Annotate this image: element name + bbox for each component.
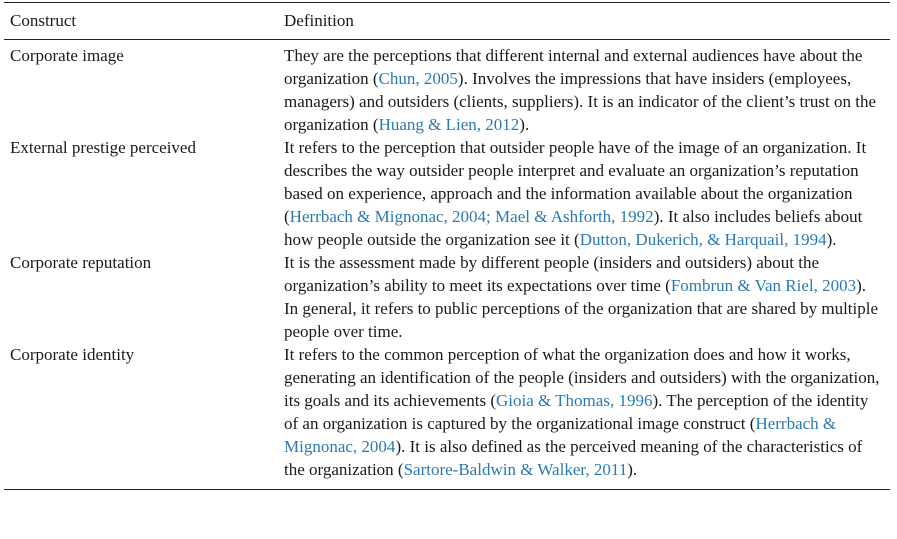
definition-segment: ). It is also defined as the perceived meaning of the characteristics of the organization (: [284, 437, 863, 479]
table-bottom-rule: [4, 489, 890, 490]
definition-segment: It refers to the perception that outsider people have of the image of an organization. It describes the way outsider people interpret and evaluate an organization’s reputation based on experience, approach and the information available about the organization (: [284, 138, 867, 226]
table-row: [4, 343, 890, 481]
table-row: [4, 40, 890, 136]
table-row: [4, 136, 890, 251]
citation-link[interactable]: Dutton, Dukerich, & Harquail, 1994: [579, 230, 827, 249]
definition-text: [284, 44, 884, 136]
table-row: [4, 251, 890, 343]
definition-cell: [282, 136, 884, 251]
definition-text: [284, 136, 884, 251]
table-header-row: [4, 3, 890, 39]
construct-cell: External prestige perceived: [10, 138, 196, 157]
definition-segment: ).: [519, 115, 530, 134]
definition-segment: ). It also includes beliefs about how people outside the organization see it (: [284, 207, 863, 249]
definition-cell: [282, 44, 884, 136]
citation-link[interactable]: Gioia & Thomas, 1996: [495, 391, 653, 410]
definition-text: [284, 251, 884, 343]
definition-segment: They are the perceptions that different internal and external audiences have about the organization (: [284, 46, 863, 88]
definition-segment: It is the assessment made by different people (insiders and outsiders) about the organization’s ability to meet its expectations over time (: [284, 253, 820, 295]
construct-cell: Corporate identity: [10, 345, 135, 364]
definition-segment: ). In general, it refers to public perceptions of the organization that are shared by multiple people over time.: [284, 276, 879, 341]
citation-link[interactable]: Fombrun & Van Riel, 2003: [670, 276, 857, 295]
definition-text: [284, 343, 884, 481]
definition-segment: ). Involves the impressions that have insiders (employees, managers) and outsiders (clients, suppliers). It is an indicator of the client’s trust on the organization (: [284, 69, 877, 134]
citation-link[interactable]: Chun, 2005: [378, 69, 458, 88]
citation-link[interactable]: Sartore-Baldwin & Walker, 2011: [403, 460, 628, 479]
definition-segment: ).: [627, 460, 638, 479]
citation-link[interactable]: Herrbach & Mignonac, 2004: [284, 414, 837, 456]
constructs-table: [4, 0, 890, 490]
definition-cell: [282, 251, 884, 343]
definition-segment: It refers to the common perception of what the organization does and how it works, generating an identification of the people (insiders and outsiders) with the organization, its goals and its achievements (: [284, 345, 880, 410]
citation-link[interactable]: Huang & Lien, 2012: [378, 115, 520, 134]
definition-cell: [282, 343, 884, 481]
header-construct: Construct: [10, 11, 77, 30]
definition-segment: ). The perception of the identity of an organization is captured by the organizational image construct (: [284, 391, 869, 433]
header-definition: Definition: [284, 11, 354, 30]
citation-link[interactable]: Herrbach & Mignonac, 2004; Mael & Ashforth, 1992: [289, 207, 654, 226]
construct-cell: Corporate image: [10, 46, 124, 65]
construct-cell: Corporate reputation: [10, 253, 152, 272]
definition-segment: ).: [826, 230, 837, 249]
